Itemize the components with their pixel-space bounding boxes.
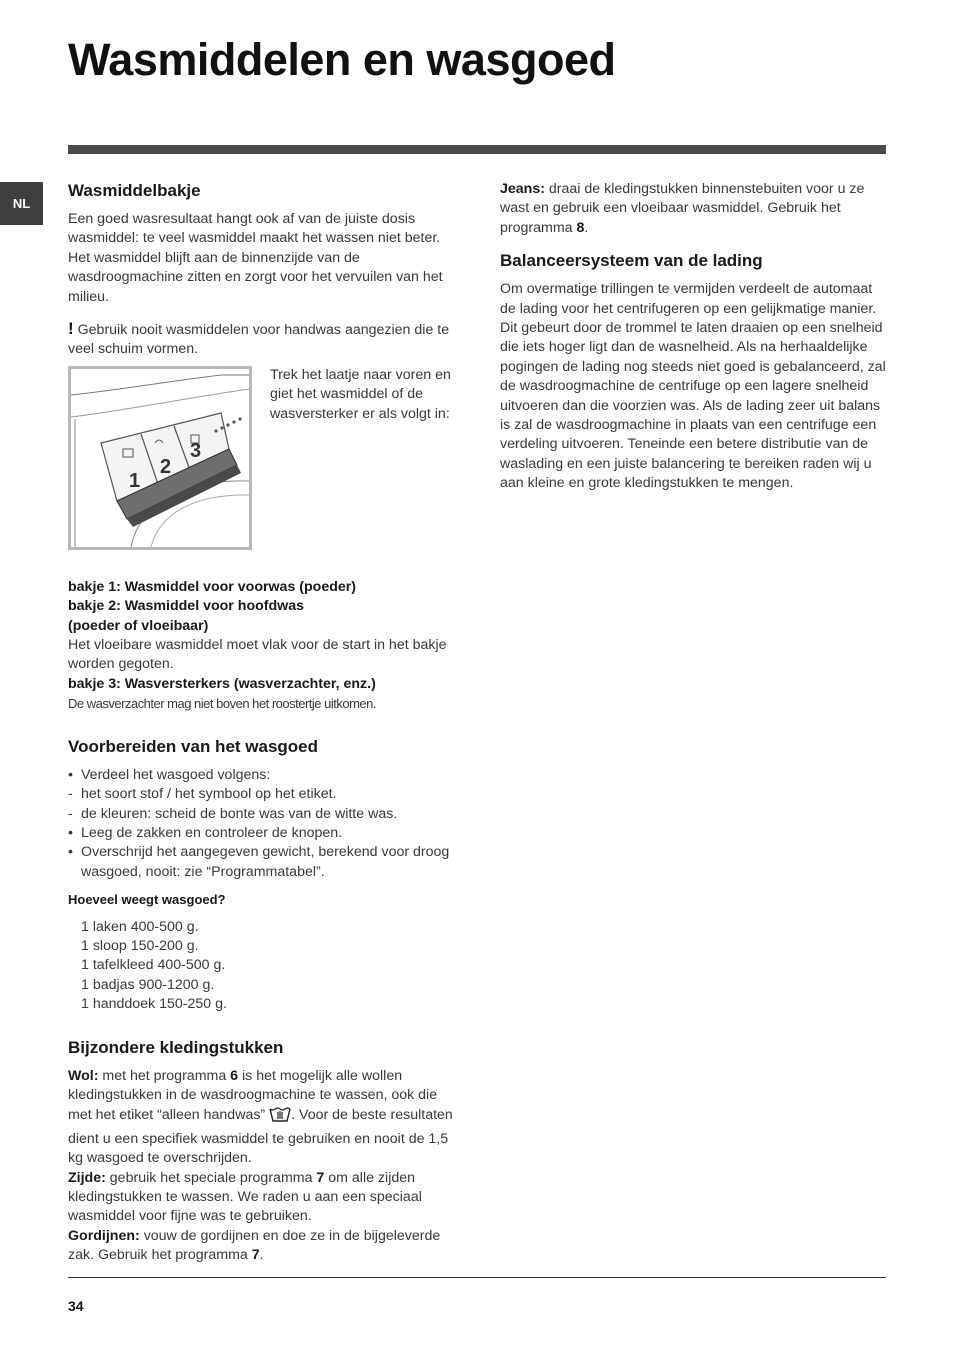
compartment-label-1: 1 <box>129 469 141 492</box>
bakje-2: bakje 2: Wasmiddel voor hoofdwas <box>68 598 304 615</box>
zijde-paragraph: Zijde: gebruik het speciale programma 7 om alle zijden kledingstukken te wassen. We raden u aan een speciaal wasmiddel voor fijne was te gebruiken. <box>68 1169 422 1225</box>
compartment-label-3: 3 <box>190 439 202 462</box>
compartment-label-2: 2 <box>160 455 172 478</box>
header-rule <box>68 145 886 154</box>
page-title: Wasmiddelen en wasgoed <box>68 34 616 85</box>
list-item: - de kleuren: scheid de bonte was van de witte was. <box>68 805 398 822</box>
weight-item: 1 handdoek 150-250 g. <box>81 996 227 1013</box>
section-heading-wasmiddelbakje: Wasmiddelbakje <box>68 181 201 200</box>
language-tab: NL <box>0 182 43 225</box>
bakje-3-note: De wasverzachter mag niet boven het roostertje uitkomen. <box>68 696 377 712</box>
page-number: 34 <box>68 1298 84 1314</box>
weight-item: 1 laken 400-500 g. <box>81 918 199 935</box>
warning-text: Gebruik nooit wasmiddelen voor handwas aangezien die te veel schuim vormen. <box>68 322 450 358</box>
footer-rule <box>68 1277 886 1278</box>
bakje-2-detail: (poeder of vloeibaar) <box>68 617 209 634</box>
list-item: • Verdeel het wasgoed volgens: <box>68 766 271 783</box>
section-heading-voorbereiden: Voorbereiden van het wasgoed <box>68 736 319 756</box>
wol-paragraph: Wol: met het programma 6 is het mogelijk alle wollen kledingstukken in de wasdroogmachine te wassen, ook die met het etiket “alleen handwas” . Voor de beste resultaten dient u een specifiek wasmiddel te gebruiken en nooit de 1,5 kg wasgoed te overschrijden. <box>68 1067 453 1167</box>
warning-icon: ! <box>68 319 74 339</box>
detergent-drawer-illustration <box>68 366 252 550</box>
section-heading-bijzondere: Bijzondere kledingstukken <box>68 1037 284 1057</box>
preparation-list <box>68 766 458 882</box>
weights-list <box>68 918 458 1015</box>
list-item: • Overschrijd het aangegeven gewicht, berekend voor droog wasgoed, nooit: zie “Programmatabel”. <box>68 844 450 880</box>
dispenser-figure-row <box>68 366 458 550</box>
weight-item: 1 sloop 150-200 g. <box>81 937 199 954</box>
gordijnen-paragraph: Gordijnen: vouw de gordijnen en doe ze in de bijgeleverde zak. Gebruik het programma 7. <box>68 1227 441 1264</box>
weight-item: 1 badjas 900-1200 g. <box>81 976 215 993</box>
list-item: • Leeg de zakken en controleer de knopen. <box>68 824 343 841</box>
drawer-instruction: Trek het laatje naar voren en giet het wasmiddel of de wasversterker er als volgt in: <box>270 366 451 422</box>
jeans-paragraph: Jeans: draai de kledingstukken binnenstebuiten voor u ze wast en gebruik een vloeibaar wasmiddel. Gebruik het programma 8. <box>500 181 865 236</box>
balanceer-text: Om overmatige trillingen te vermijden verdeelt de automaat de lading voor het centrifugeren op een gelijkmatige manier. Dit gebeurt door de trommel te laten draaien op een snelheid die iets hoger ligt dan de wasnelheid. Als na herhaaldelijke pogingen de lading nog steeds niet goed is gebalanceerd, zal de wasdroogmachine de centrifuge op een lagere snelheid uitvoeren dan die voorzien was. Als de lading zeer uit balans is zal de wasdroogmachine in plaats van een centrifuge een verdeling uitvoeren. Teneinde een betere distributie van de waslading en een juiste balancering te bereiken raden wij u aan kleine en grote kledingstukken te mengen. <box>500 281 886 492</box>
wasmiddelbakje-intro: Een goed wasresultaat hangt ook af van de juiste dosis wasmiddel: te veel wasmiddel maakt het wassen niet beter. Het wasmiddel blijft aan de binnenzijde van de wasdroogmachine zitten en zorgt voor het vervuilen van het milieu. <box>68 211 443 305</box>
handwash-icon <box>269 1105 291 1129</box>
warning-paragraph <box>68 319 458 360</box>
right-column <box>500 180 888 494</box>
list-item: - het soort stof / het symbool op het etiket. <box>68 786 337 803</box>
compartment-list <box>68 578 458 714</box>
bakje-2-note: Het vloeibare wasmiddel moet vlak voor de start in het bakje worden gegoten. <box>68 637 447 673</box>
section-heading-balanceer: Balanceersysteem van de lading <box>500 251 763 271</box>
weight-item: 1 tafelkleed 400-500 g. <box>81 957 226 974</box>
bakje-3: bakje 3: Wasversterkers (wasverzachter, enz.) <box>68 675 376 692</box>
weights-heading: Hoeveel weegt wasgoed? <box>68 892 226 908</box>
bakje-1: bakje 1: Wasmiddel voor voorwas (poeder) <box>68 578 357 595</box>
left-column <box>68 180 458 1266</box>
